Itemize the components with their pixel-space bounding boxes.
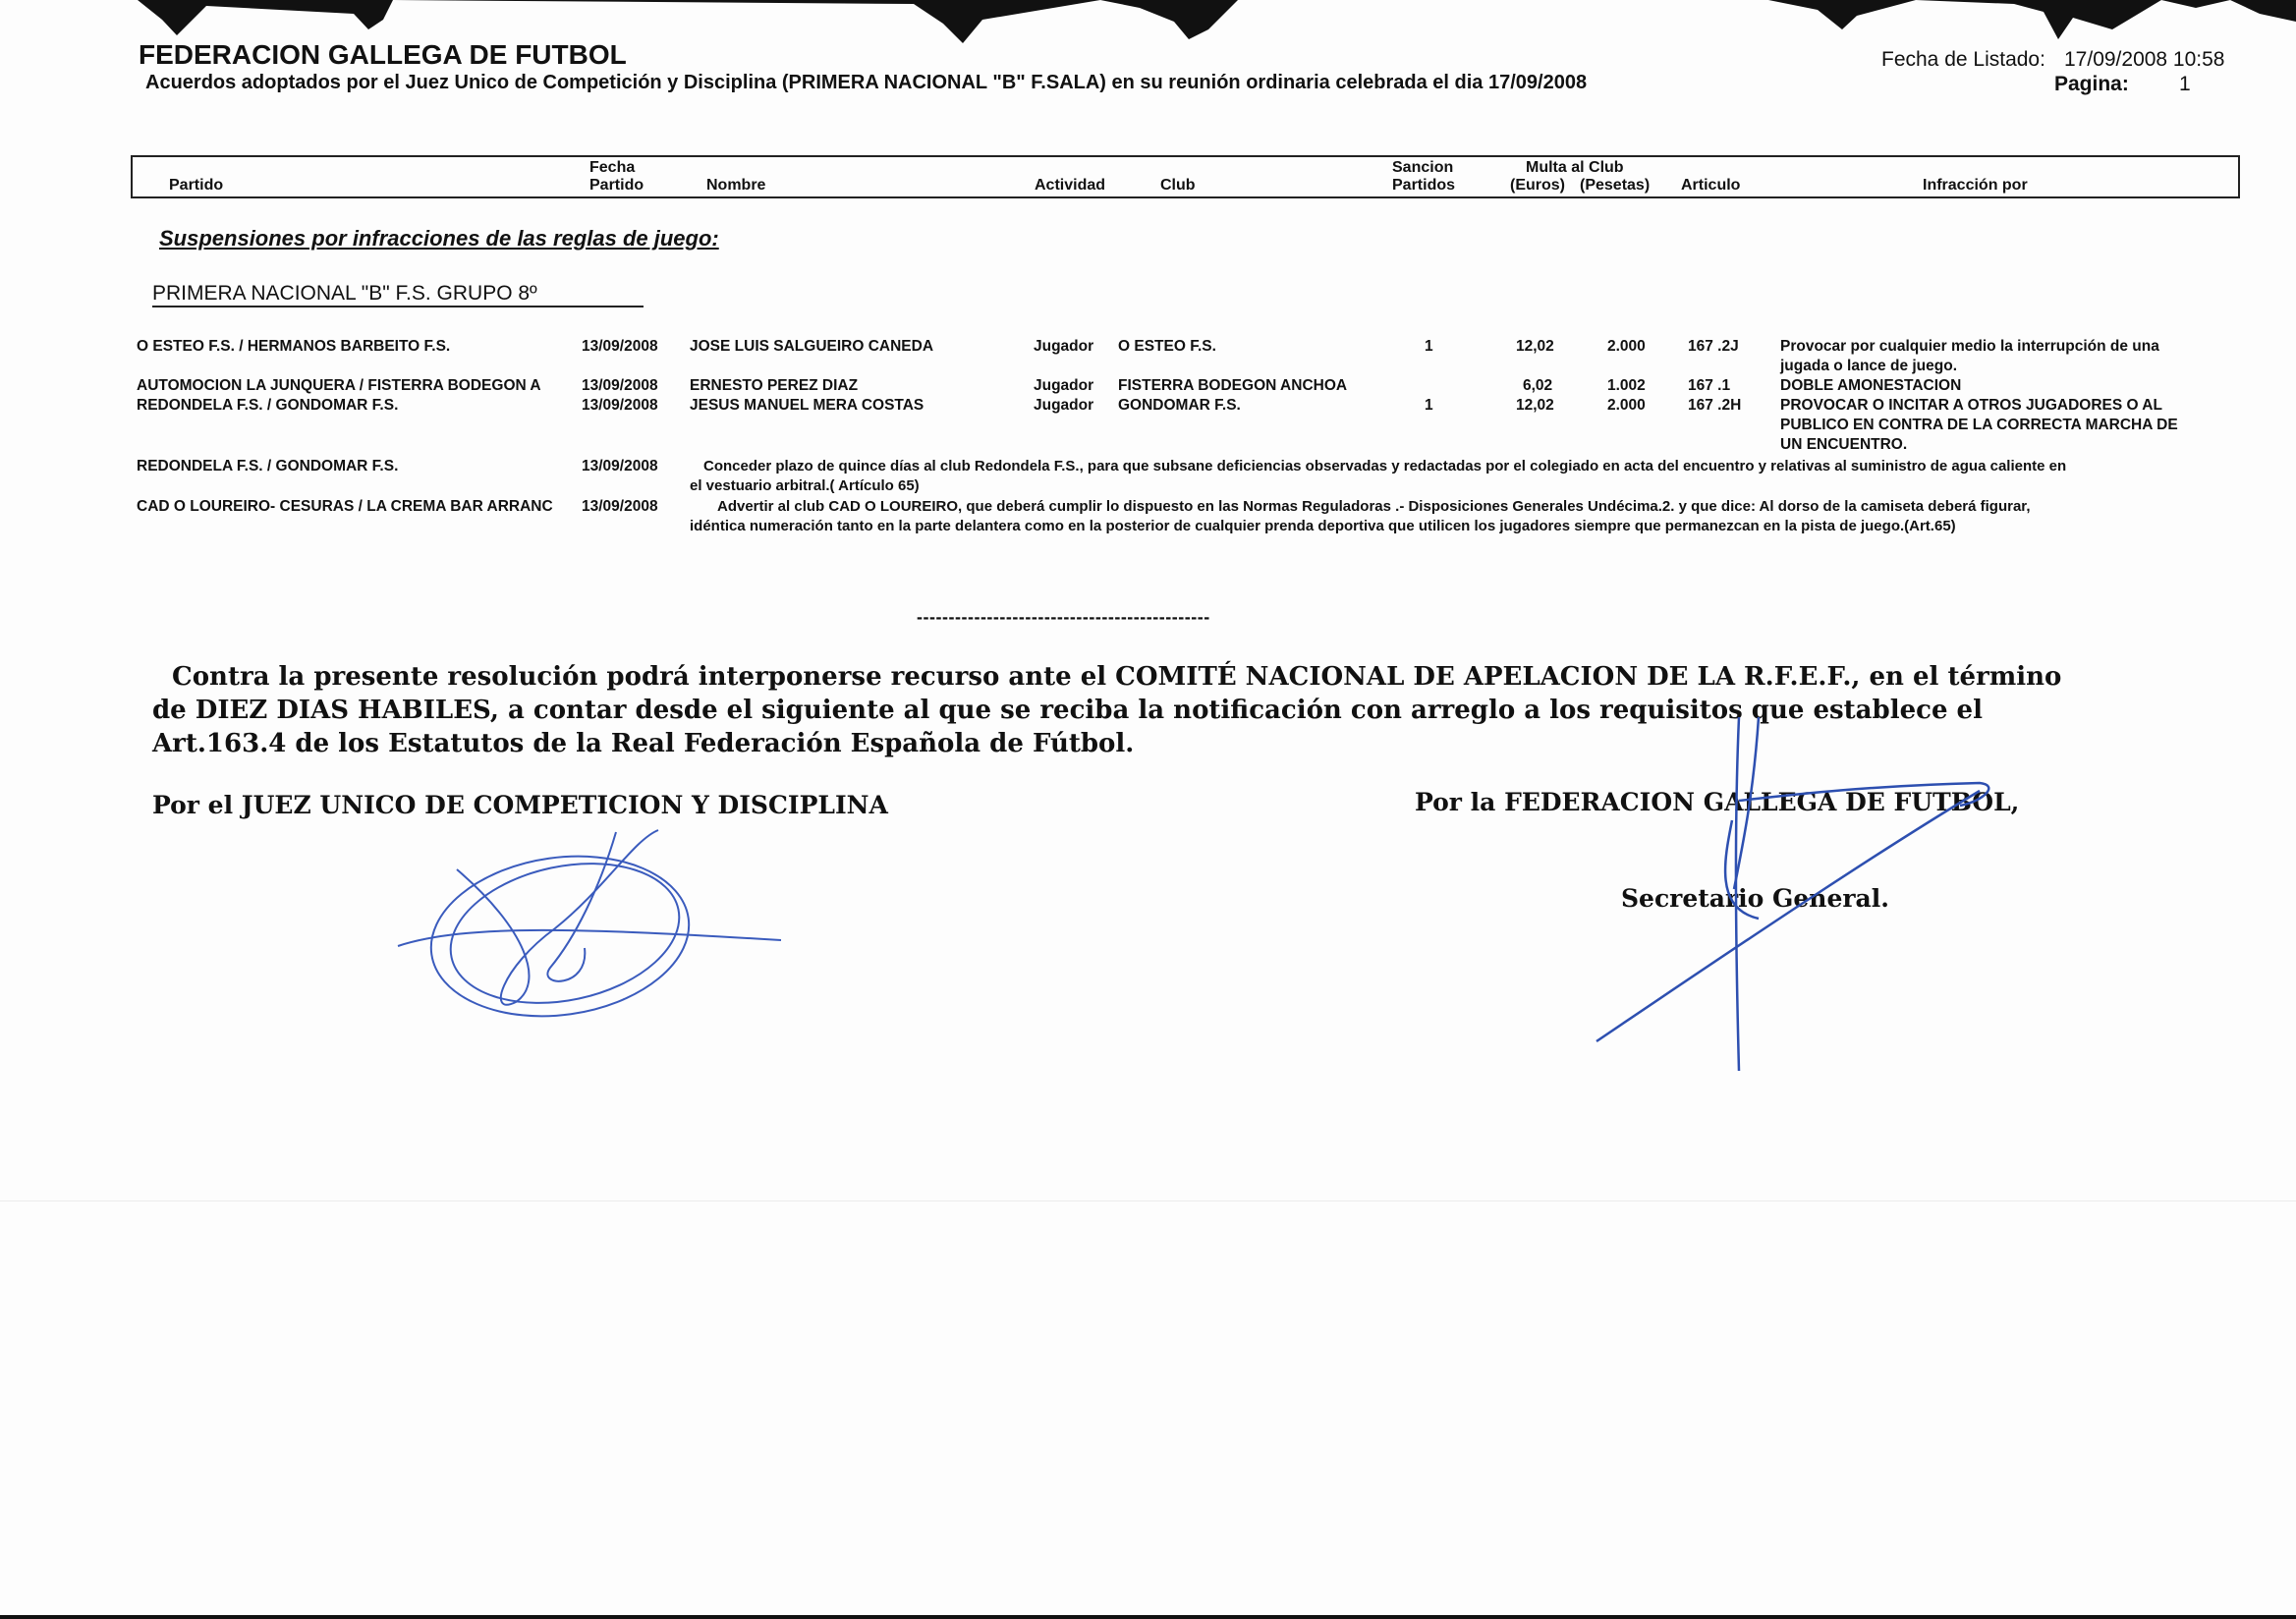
row-sancion: 1	[1425, 397, 1433, 414]
row-pesetas: 1.002	[1607, 377, 1646, 394]
row-nombre: JOSE LUIS SALGUEIRO CANEDA	[690, 338, 934, 355]
col-actividad: Actividad	[1035, 177, 1106, 194]
note-partido: REDONDELA F.S. / GONDOMAR F.S.	[137, 458, 399, 475]
signature-right-caption: Por la FEDERACION GALLEGA DE FUTBOL,	[1415, 788, 2020, 816]
row-partido: REDONDELA F.S. / GONDOMAR F.S.	[137, 397, 399, 414]
row-pesetas: 2.000	[1607, 397, 1646, 414]
row-articulo: 167 .1	[1688, 377, 1731, 394]
row-infraccion-l2: jugada o lance de juego.	[1780, 358, 1958, 374]
bottom-edge	[0, 1615, 2296, 1619]
row-nombre: JESUS MANUEL MERA COSTAS	[690, 397, 924, 414]
row-club: GONDOMAR F.S.	[1118, 397, 1241, 414]
note-text-l1: Advertir al club CAD O LOUREIRO, que deberá cumplir lo dispuesto en las Normas Reguladoras .- Disposiciones Generales Undécima.2. y que dice: Al dorso de la camiseta deberá figurar,	[717, 498, 2031, 515]
row-euros: 12,02	[1516, 397, 1554, 414]
signature-left-caption: Por el JUEZ UNICO DE COMPETICION Y DISCIPLINA	[152, 791, 888, 819]
row-infraccion-l1: PROVOCAR O INCITAR A OTROS JUGADORES O AL	[1780, 397, 2162, 414]
note-text-l1: Conceder plazo de quince días al club Redondela F.S., para que subsane deficiencias observadas y redactadas por el colegiado en acta del encuentro y relativas al suministro de agua caliente en	[703, 458, 2067, 475]
row-fecha: 13/09/2008	[582, 397, 658, 414]
col-partido: Partido	[169, 177, 224, 194]
signature-left-icon	[388, 820, 801, 1027]
pagina-label: Pagina:	[2054, 73, 2129, 95]
col-infraccion: Infracción por	[1923, 177, 2028, 194]
col-euros: (Euros)	[1510, 177, 1565, 194]
secretario-general: Secretario General.	[1621, 884, 1889, 913]
row-euros: 12,02	[1516, 338, 1554, 355]
row-fecha: 13/09/2008	[582, 377, 658, 394]
col-sancion-l1: Sancion	[1392, 159, 1454, 176]
row-euros: 6,02	[1523, 377, 1553, 394]
group-title: PRIMERA NACIONAL "B" F.S. GRUPO 8º	[152, 282, 644, 307]
note-fecha: 13/09/2008	[582, 458, 658, 475]
col-pesetas: (Pesetas)	[1580, 177, 1651, 194]
row-partido: O ESTEO F.S. / HERMANOS BARBEITO F.S.	[137, 338, 451, 355]
section-title: Suspensiones por infracciones de las reglas de juego:	[159, 226, 719, 251]
row-articulo: 167 .2J	[1688, 338, 1739, 355]
fecha-listado-label: Fecha de Listado:	[1881, 48, 2045, 71]
col-fecha-l2: Partido	[589, 177, 644, 194]
appeal-line-3: Art.163.4 de los Estatutos de la Real Federación Española de Fútbol.	[152, 729, 1135, 758]
note-partido: CAD O LOUREIRO- CESURAS / LA CREMA BAR ARRANC	[137, 498, 553, 515]
row-fecha: 13/09/2008	[582, 338, 658, 355]
row-actividad: Jugador	[1034, 377, 1094, 394]
pagina-value: 1	[2179, 73, 2191, 95]
column-header-box	[131, 155, 2240, 198]
note-fecha: 13/09/2008	[582, 498, 658, 515]
row-nombre: ERNESTO PEREZ DIAZ	[690, 377, 859, 394]
row-pesetas: 2.000	[1607, 338, 1646, 355]
fecha-listado-value: 17/09/2008 10:58	[2064, 48, 2225, 71]
separator: ----------------------------------------------	[917, 607, 1210, 627]
document-subtitle: Acuerdos adoptados por el Juez Unico de Competición y Disciplina (PRIMERA NACIONAL "B" F.SALA) en su reunión ordinaria celebrada el dia 17/09/2008	[145, 72, 1588, 93]
col-nombre: Nombre	[706, 177, 766, 194]
row-actividad: Jugador	[1034, 338, 1094, 355]
row-infraccion-l2: PUBLICO EN CONTRA DE LA CORRECTA MARCHA DE	[1780, 417, 2178, 433]
row-club: FISTERRA BODEGON ANCHOA	[1118, 377, 1348, 394]
col-sancion-l2: Partidos	[1392, 177, 1456, 194]
col-club: Club	[1160, 177, 1196, 194]
org-title: FEDERACION GALLEGA DE FUTBOL	[139, 39, 627, 70]
col-articulo: Articulo	[1681, 177, 1741, 194]
row-actividad: Jugador	[1034, 397, 1094, 414]
page-fold	[0, 1200, 2296, 1201]
col-fecha-l1: Fecha	[589, 159, 636, 176]
row-infraccion-l3: UN ENCUENTRO.	[1780, 436, 1908, 453]
row-sancion: 1	[1425, 338, 1433, 355]
col-multa: Multa al Club	[1526, 159, 1624, 176]
row-infraccion-l1: DOBLE AMONESTACION	[1780, 377, 1962, 394]
row-articulo: 167 .2H	[1688, 397, 1742, 414]
signature-right-icon	[1587, 712, 2048, 1076]
appeal-line-2: de DIEZ DIAS HABILES, a contar desde el siguiente al que se reciba la notificación con arreglo a los requisitos que establece el	[152, 696, 1983, 725]
appeal-line-1: Contra la presente resolución podrá interponerse recurso ante el COMITÉ NACIONAL DE APELACION DE LA R.F.E.F., en el término	[172, 662, 2062, 692]
row-partido: AUTOMOCION LA JUNQUERA / FISTERRA BODEGON A	[137, 377, 541, 394]
row-club: O ESTEO F.S.	[1118, 338, 1216, 355]
row-infraccion-l1: Provocar por cualquier medio la interrupción de una	[1780, 338, 2159, 355]
note-text-l2: idéntica numeración tanto en la parte delantera como en la posterior de cualquier prenda deportiva que utilicen los jugadores siempre que permanezcan en la pista de juego.(Art.65)	[690, 518, 1956, 534]
note-text-l2: el vestuario arbitral.( Artículo 65)	[690, 477, 920, 494]
